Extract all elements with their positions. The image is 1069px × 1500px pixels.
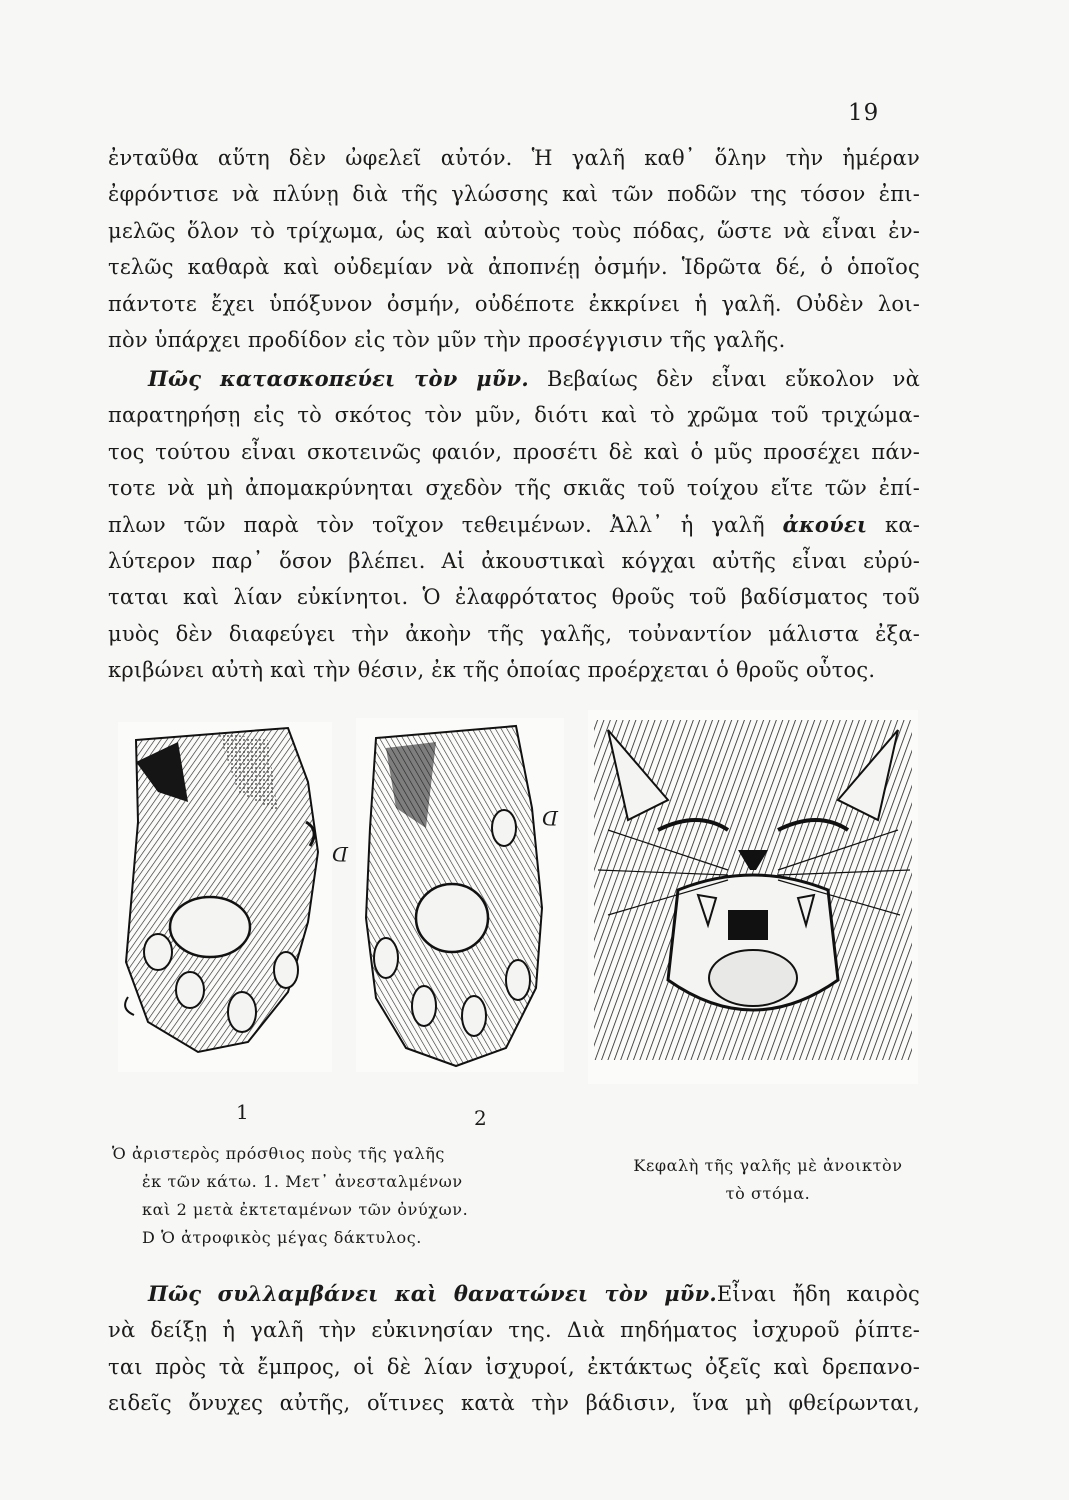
text-line: ἐφρόντισε νὰ πλύνῃ διὰ τῆς γλώσσης καὶ τῶν ποδῶν της τόσον ἐπι- xyxy=(108,182,920,207)
caption-line: Ὁ ἀριστερὸς πρόσθιος ποὺς τῆς γαλῆς xyxy=(112,1144,445,1163)
figure-number-2: 2 xyxy=(474,1106,487,1130)
text-line xyxy=(108,361,920,397)
text-line xyxy=(108,1276,920,1312)
caption-paws xyxy=(112,1140,468,1252)
text-line: μελῶς ὅλον τὸ τρίχωμα, ὡς καὶ αὐτοὺς τοὺς πόδας, ὥστε νὰ εἶναι ἐν- xyxy=(108,218,920,243)
paw-retracted-illustration xyxy=(118,722,349,1072)
text-line xyxy=(108,507,920,543)
caption-line: Κεφαλὴ τῆς γαλῆς μὲ ἀνοικτὸν xyxy=(633,1156,903,1175)
paw-extended-illustration xyxy=(356,718,564,1072)
caption-line: ἐκ τῶν κάτω. 1. Μετ᾽ ἀνεσταλμένων xyxy=(142,1172,463,1191)
emphasis-word: ἀκούει xyxy=(782,511,868,537)
cat-head-illustration xyxy=(588,710,918,1084)
caption-line: καὶ 2 μετὰ ἐκτεταμένων τῶν ὀνύχων. xyxy=(142,1200,469,1219)
text-run: Εἶναι ἤδη καιρὸς xyxy=(716,1282,920,1306)
text-line: κριβώνει αὐτὴ καὶ τὴν θέσιν, ἐκ τῆς ὁποίας προέρχεται ὁ θροῦς οὗτος. xyxy=(108,658,876,683)
paw-retracted-drawing xyxy=(118,722,332,1072)
text-line: πὸν ὑπάρχει προδίδον εἰς τὸν μῦν τὴν προσέγγισιν τῆς γαλῆς. xyxy=(108,327,786,352)
text-line: τοτε νὰ μὴ ἀπομακρύνηται σχεδὸν τῆς σκιᾶς τοῦ τοίχου εἴτε τῶν ἐπί- xyxy=(108,476,920,501)
label-d-thumb: D xyxy=(542,806,559,830)
paragraph-hygiene xyxy=(108,140,920,358)
figure-number-1: 1 xyxy=(236,1100,249,1124)
page-number: 19 xyxy=(848,100,880,126)
paragraph-spying xyxy=(108,361,920,689)
text-line: μυὸς δὲν διαφεύγει τὴν ἀκοὴν τῆς γαλῆς, τοὐναντίον μάλιστα ἐξα- xyxy=(108,621,920,646)
text-line: ται πρὸς τὰ ἔμπρος, οἱ δὲ λίαν ἰσχυροί, ἐκτάκτως ὀξεῖς καὶ δρεπανο- xyxy=(108,1354,920,1379)
text-line: ειδεῖς ὄνυχες αὐτῆς, οἵτινες κατὰ τὴν βάδισιν, ἵνα μὴ φθείρωνται, xyxy=(108,1391,920,1416)
section-heading: Πῶς συλλαμβάνει καὶ θανατώνει τὸν μῦν. xyxy=(148,1281,717,1306)
section-heading: Πῶς κατασκοπεύει τὸν μῦν. xyxy=(148,366,529,391)
text-run: πλων τῶν παρὰ τὸν τοῖχον τεθειμένων. Ἀλλ᾽ ἡ γαλῆ xyxy=(108,512,783,537)
text-line: λύτερον παρ᾽ ὅσον βλέπει. Αἱ ἀκουστικαὶ κόγχαι αὐτῆς εἶναι εὐρύ- xyxy=(108,548,920,573)
caption-line: D Ὁ ἀτροφικὸς μέγας δάκτυλος. xyxy=(142,1228,422,1247)
text-line: τελῶς καθαρὰ καὶ οὐδεμίαν νὰ ἀποπνέῃ ὀσμήν. Ἱδρῶτα δέ, ὁ ὁποῖος xyxy=(108,255,920,280)
text-line: πάντοτε ἔχει ὑπόξυνον ὀσμήν, οὐδέποτε ἐκκρίνει ἡ γαλῆ. Οὐδὲν λοι- xyxy=(108,291,920,316)
paw-extended-drawing xyxy=(356,718,564,1072)
text-line: παρατηρήσῃ εἰς τὸ σκότος τὸν μῦν, διότι καὶ τὸ χρῶμα τοῦ τριχώμα- xyxy=(108,403,920,428)
cat-head-drawing xyxy=(588,710,918,1084)
label-d-thumb: D xyxy=(332,842,349,866)
text-line: νὰ δείξῃ ἡ γαλῆ τὴν εὐκινησίαν της. Διὰ πηδήματος ἰσχυροῦ ῥίπτε- xyxy=(108,1318,920,1343)
caption-head xyxy=(606,1152,930,1208)
text-line: τος τούτου εἶναι σκοτεινῶς φαιόν, προσέτι δὲ καὶ ὁ μῦς προσέχει πάν- xyxy=(108,439,920,464)
text-line: ἐνταῦθα αὕτη δὲν ὠφελεῖ αὐτόν. Ἡ γαλῆ καθ᾽ ὅλην τὴν ἡμέραν xyxy=(108,146,920,170)
text-line: ταται καὶ λίαν εὐκίνητοι. Ὁ ἐλαφρότατος θροῦς τοῦ βαδίσματος τοῦ xyxy=(108,585,920,610)
paragraph-catching xyxy=(108,1276,920,1422)
text-run: κα- xyxy=(867,512,920,537)
caption-line: τὸ στόμα. xyxy=(725,1184,811,1203)
text-run: Βεβαίως δὲν εἶναι εὔκολον νὰ xyxy=(528,367,920,391)
